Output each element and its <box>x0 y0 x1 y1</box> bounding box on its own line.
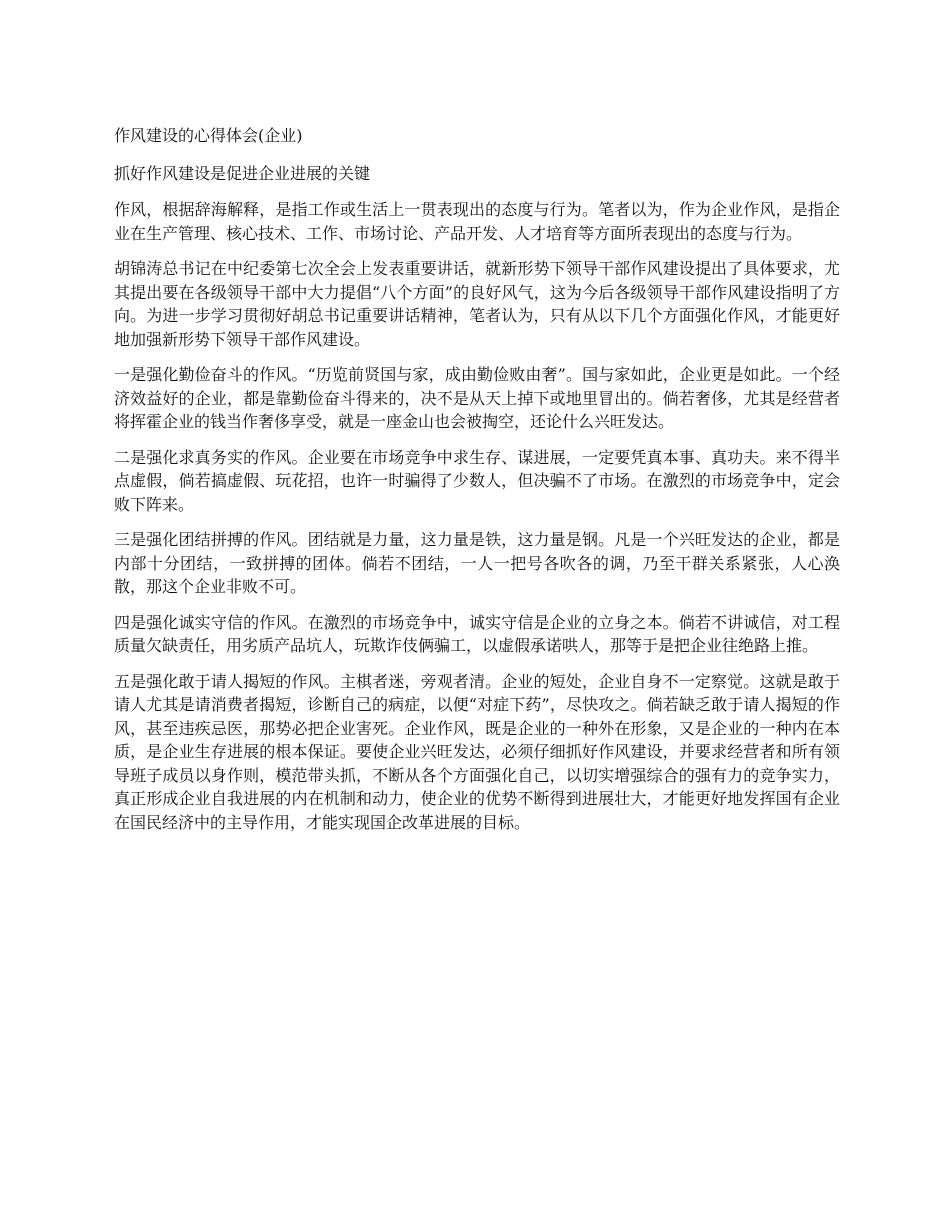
paragraph-point-three: 三是强化团结拼搏的作风。团结就是力量，这力量是铁，这力量是钢。凡是一个兴旺发达的企业，都是内部十分团结，一致拼搏的团体。倘若不团结，一人一把号各吹各的调，乃至干群关系紧张，人心涣散，那这个企业非败不可。 <box>114 530 840 596</box>
document-page <box>114 124 840 846</box>
paragraph-point-five: 五是强化敢于请人揭短的作风。主棋者迷，旁观者清。企业的短处，企业自身不一定察觉。这就是敢于请人尤其是请消费者揭短，诊断自己的病症，以便“对症下药”，尽快攻之。倘若缺乏敢于请人揭短的作风，甚至违疾忌医，那势必把企业害死。企业作风，既是企业的一种外在形象，又是企业的一种内在本质，是企业生存进展的根本保证。要使企业兴旺发达，必须仔细抓好作风建设，并要求经营者和所有领导班子成员以身作则，模范带头抓，不断从各个方面强化自己，以切实增强综合的强有力的竞争实力，真正形成企业自我进展的内在机制和动力，使企业的优势不断得到进展壮大，才能更好地发挥国有企业在国民经济中的主导作用，才能实现国企改革进展的目标。 <box>114 671 840 832</box>
paragraph-point-one: 一是强化勤俭奋斗的作风。“历览前贤国与家，成由勤俭败由奢”。国与家如此，企业更是如此。一个经济效益好的企业，都是靠勤俭奋斗得来的，决不是从天上掉下或地里冒出的。倘若奢侈，尤其是经营者将挥霍企业的钱当作奢侈享受，就是一座金山也会被掏空，还论什么兴旺发达。 <box>114 365 840 431</box>
document-subtitle: 抓好作风建设是促进企业进展的关键 <box>114 164 371 183</box>
paragraph-speech: 胡锦涛总书记在中纪委第七次全会上发表重要讲话，就新形势下领导干部作风建设提出了具体要求，尤其提出要在各级领导干部中大力提倡“八个方面”的良好风气，这为今后各级领导干部作风建设指明了方向。为进一步学习贯彻好胡总书记重要讲话精神，笔者认为，只有从以下几个方面强化作风，才能更好地加强新形势下领导干部作风建设。 <box>114 259 840 349</box>
paragraph-definition: 作风，根据辞海解释，是指工作或生活上一贯表现出的态度与行为。笔者以为，作为企业作风，是指企业在生产管理、核心技术、工作、市场讨论、产品开发、人才培育等方面所表现出的态度与行为。 <box>114 200 840 243</box>
document-title: 作风建设的心得体会(企业) <box>114 126 303 145</box>
paragraph-point-four: 四是强化诚实守信的作风。在激烈的市场竞争中，诚实守信是企业的立身之本。倘若不讲诚信，对工程质量欠缺责任，用劣质产品坑人，玩欺诈伎俩骗工，以虚假承诺哄人，那等于是把企业往绝路上推。 <box>114 612 840 655</box>
paragraph-point-two: 二是强化求真务实的作风。企业要在市场竞争中求生存、谋进展，一定要凭真本事、真功夫。来不得半点虚假，倘若搞虚假、玩花招，也许一时骗得了少数人，但决骗不了市场。在激烈的市场竞争中，定会败下阵来。 <box>114 447 840 514</box>
